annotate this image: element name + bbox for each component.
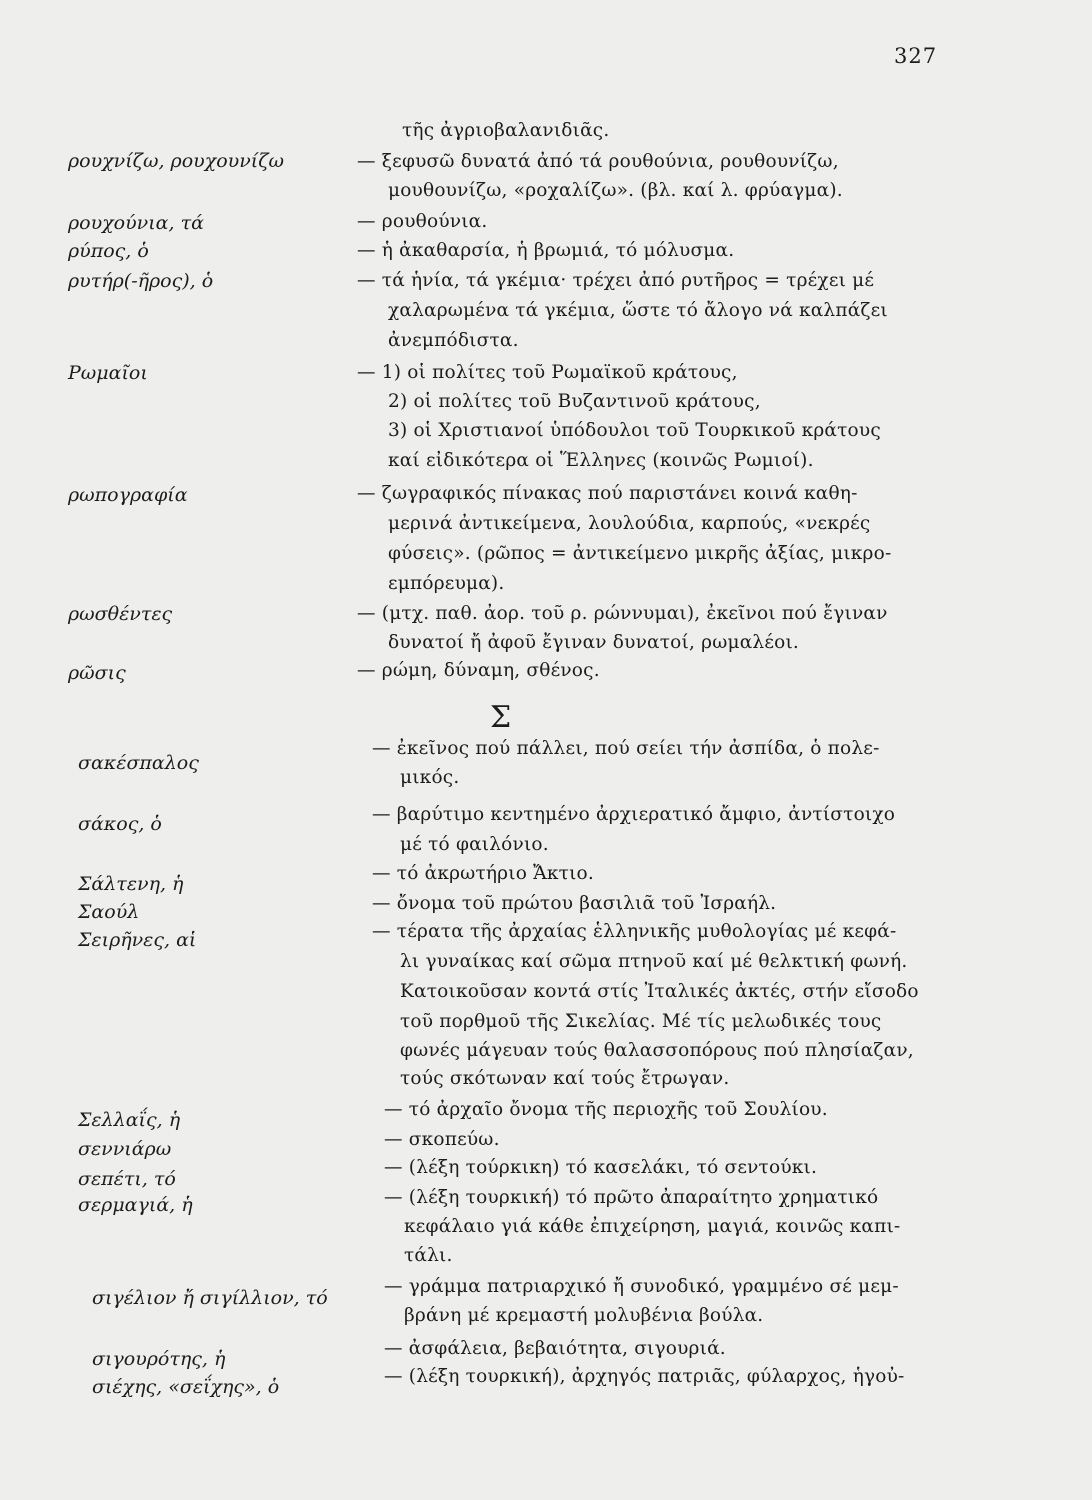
definition-line: μέ τό φαιλόνιο. [400, 834, 549, 855]
definition-line: λι γυναίκας καί σῶμα πτηνοῦ καί μέ θελκτική φωνή. [400, 951, 908, 972]
headword: Σαούλ [78, 901, 140, 923]
headword: σάκος, ὁ [78, 813, 162, 835]
headword: Ρωμαῖοι [68, 362, 148, 384]
definition-line: — ξεφυσῶ δυνατά ἀπό τά ρουθούνια, ρουθουνίζω, [357, 151, 839, 172]
definition-line: εμπόρευμα). [388, 573, 505, 594]
definition-line: χαλαρωμένα τά γκέμια, ὥστε τό ἄλογο νά καλπάζει [388, 300, 888, 321]
headword: σιγέλιον ἤ σιγίλλιον, τό [92, 1287, 328, 1309]
definition-line: — ἡ ἀκαθαρσία, ἡ βρωμιά, τό μόλυσμα. [357, 240, 735, 261]
continuation-line: τῆς ἀγριοβαλανιδιᾶς. [402, 120, 610, 141]
definition-line: — ὄνομα τοῦ πρώτου βασιλιᾶ τοῦ Ἰσραήλ. [372, 893, 777, 914]
headword: σερμαγιά, ἡ [78, 1194, 193, 1216]
headword: σεννιάρω [78, 1138, 172, 1160]
headword: Σειρῆνες, αἱ [78, 929, 197, 951]
definition-line: — τό ἀκρωτήριο Ἄκτιο. [372, 863, 594, 884]
section-letter: Σ [490, 700, 512, 735]
definition-line: ἀνεμπόδιστα. [388, 330, 519, 351]
definition-line: μουθουνίζω, «ροχαλίζω». (βλ. καί λ. φρύαγμα). [388, 180, 843, 201]
definition-line: — ἐκεῖνος πού πάλλει, πού σείει τήν ἀσπίδα, ὁ πολε- [372, 738, 880, 759]
definition-line: φωνές μάγευαν τούς θαλασσοπόρους πού πλησίαζαν, [400, 1040, 914, 1061]
definition-line: κεφάλαιο γιά κάθε ἐπιχείρηση, μαγιά, κοινῶς καπι- [404, 1216, 901, 1237]
definition-line: βράνη μέ κρεμαστή μολυβένια βούλα. [404, 1305, 764, 1326]
headword: Σάλτενη, ἡ [78, 873, 184, 895]
headword: σακέσπαλος [78, 752, 199, 774]
definition-line: — (μτχ. παθ. ἀορ. τοῦ ρ. ρώννυμαι), ἐκεῖνοι πού ἔγιναν [357, 603, 888, 624]
definition-line: — ρώμη, δύναμη, σθένος. [357, 660, 600, 681]
headword: ρυτήρ(-ῆρος), ὁ [68, 270, 214, 292]
definition-line: φύσεις». (ρῶπος = ἀντικείμενο μικρῆς ἀξίας, μικρο- [388, 543, 892, 564]
definition-line: — 1) οἱ πολίτες τοῦ Ρωμαϊκοῦ κράτους, [357, 362, 738, 383]
headword: ρουχούνια, τά [68, 212, 204, 234]
headword: ρῶσις [68, 662, 126, 684]
definition-line: τοῦ πορθμοῦ τῆς Σικελίας. Μέ τίς μελωδικές τους [400, 1011, 882, 1032]
definition-line: 3) οἱ Χριστιανοί ὑπόδουλοι τοῦ Τουρκικοῦ κράτους [388, 420, 881, 441]
definition-line: — (λέξη τουρκική) τό πρῶτο ἀπαραίτητο χρηματικό [384, 1187, 879, 1208]
definition-line: — ἀσφάλεια, βεβαιότητα, σιγουριά. [384, 1338, 726, 1359]
definition-line: — (λέξη τουρκική), ἀρχηγός πατριᾶς, φύλαρχος, ἡγοὐ- [384, 1366, 905, 1387]
definition-line: — ρουθούνια. [357, 211, 488, 232]
headword: Σελλαΐς, ἡ [78, 1109, 181, 1131]
definition-line: Κατοικοῦσαν κοντά στίς Ἰταλικές ἀκτές, στήν εἴσοδο [400, 981, 919, 1002]
definition-line: δυνατοί ἤ ἀφοῦ ἔγιναν δυνατοί, ρωμαλέοι. [388, 632, 799, 653]
definition-line: — ζωγραφικός πίνακας πού παριστάνει κοινά καθη- [357, 483, 858, 504]
definition-line: τάλι. [404, 1245, 453, 1266]
definition-line: — τά ἡνία, τά γκέμια· τρέχει ἀπό ρυτῆρος = τρέχει μέ [357, 270, 875, 291]
headword: ρωπογραφία [68, 484, 188, 506]
definition-line: τούς σκότωναν καί τούς ἔτρωγαν. [400, 1068, 730, 1089]
headword: σιγουρότης, ἡ [92, 1348, 226, 1370]
definition-line: — (λέξη τούρκικη) τό κασελάκι, τό σεντούκι. [384, 1157, 818, 1178]
headword: ρουχνίζω, ρουχουνίζω [68, 150, 284, 172]
definition-line: καί εἰδικότερα οἱ Ἕλληνες (κοινῶς Ρωμιοί). [388, 450, 814, 471]
definition-line: μερινά ἀντικείμενα, λουλούδια, καρπούς, «νεκρές [388, 513, 871, 534]
headword: ρύπος, ὁ [68, 240, 149, 262]
definition-line: — γράμμα πατριαρχικό ἤ συνοδικό, γραμμένο σέ μεμ- [384, 1276, 899, 1297]
page-number: 327 [894, 44, 938, 68]
headword: ρωσθέντες [68, 603, 173, 625]
definition-line: — βαρύτιμο κεντημένο ἀρχιερατικό ἄμφιο, ἀντίστοιχο [372, 804, 896, 825]
definition-line: — τό ἀρχαῖο ὄνομα τῆς περιοχῆς τοῦ Σουλίου. [384, 1099, 828, 1120]
definition-line: 2) οἱ πολίτες τοῦ Βυζαντινοῦ κράτους, [388, 391, 761, 412]
headword: σιέχης, «σεΐχης», ὁ [92, 1376, 280, 1398]
definition-line: — τέρατα τῆς ἀρχαίας ἑλληνικῆς μυθολογίας μέ κεφά- [372, 921, 897, 942]
headword: σεπέτι, τό [78, 1168, 176, 1190]
definition-line: μικός. [400, 767, 460, 788]
definition-line: — σκοπεύω. [384, 1129, 500, 1150]
